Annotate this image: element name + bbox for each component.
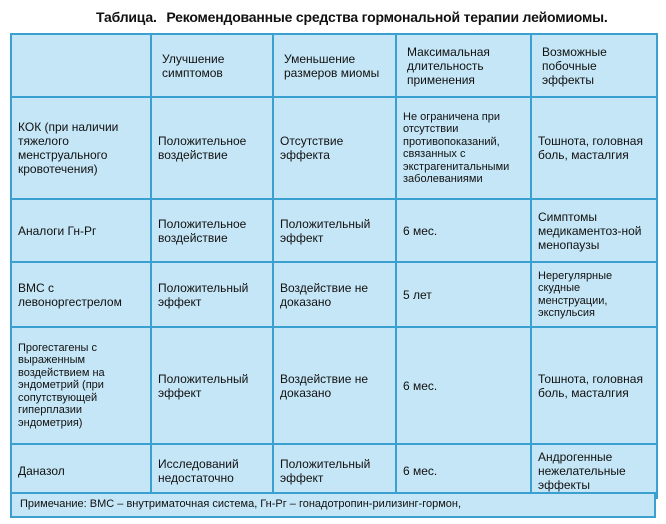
side-effects-cell: Симптомы медикаментоз-ной менопаузы: [531, 199, 657, 262]
therapy-table: [10, 33, 658, 499]
duration-cell: 6 мес.: [396, 199, 531, 262]
table-row: [11, 327, 657, 444]
symptoms-cell: Положительное воздействие: [151, 199, 273, 262]
header-side-effects: Возможные побочные эффекты: [531, 34, 657, 97]
header-symptoms: Улучшение симптомов: [151, 34, 273, 97]
header-empty-cell: [11, 34, 151, 97]
table-footnote: Примечание: ВМС – внутриматочная система, Гн-Рг – гонадотропин-рилизинг-гормон,: [10, 492, 656, 518]
table-title: [96, 9, 656, 25]
symptoms-cell: Положительный эффект: [151, 262, 273, 327]
size-cell: Воздействие не доказано: [273, 327, 396, 444]
side-effects-cell: Тошнота, головная боль, масталгия: [531, 327, 657, 444]
side-effects-cell: Андрогенные нежелательные эффекты: [531, 444, 657, 498]
symptoms-cell: Положительное воздействие: [151, 97, 273, 199]
table-row: [11, 444, 657, 498]
drug-name-cell: КОК (при наличии тяжелого менструального кровотечения): [11, 97, 151, 199]
drug-name-cell: Прогестагены с выраженным воздействием на эндометрий (при сопутствующей гиперплазии эндометрия): [11, 327, 151, 444]
duration-cell: Не ограничена при отсутствии противопоказаний, связанных с экстрагенитальными заболеваниями: [396, 97, 531, 199]
header-size: Уменьшение размеров миомы: [273, 34, 396, 97]
size-cell: Положительный эффект: [273, 444, 396, 498]
size-cell: Положительный эффект: [273, 199, 396, 262]
drug-name-cell: ВМС с левоноргестрелом: [11, 262, 151, 327]
drug-name-cell: Аналоги Гн-Рг: [11, 199, 151, 262]
header-duration: Максимальная длительность применения: [396, 34, 531, 97]
side-effects-cell: Нерегулярные скудные менструации, экспульсия: [531, 262, 657, 327]
table-row: [11, 97, 657, 199]
duration-cell: 6 мес.: [396, 444, 531, 498]
symptoms-cell: Исследований недостаточно: [151, 444, 273, 498]
table-title-text: Рекомендованные средства гормональной терапии лейомиомы.: [166, 9, 608, 25]
table-title-label: Таблица.: [96, 9, 157, 25]
table-row: [11, 262, 657, 327]
table-header-row: [11, 34, 657, 97]
side-effects-cell: Тошнота, головная боль, масталгия: [531, 97, 657, 199]
duration-cell: 6 мес.: [396, 327, 531, 444]
drug-name-cell: Даназол: [11, 444, 151, 498]
size-cell: Отсутствие эффекта: [273, 97, 396, 199]
duration-cell: 5 лет: [396, 262, 531, 327]
symptoms-cell: Положительный эффект: [151, 327, 273, 444]
size-cell: Воздействие не доказано: [273, 262, 396, 327]
table-row: [11, 199, 657, 262]
